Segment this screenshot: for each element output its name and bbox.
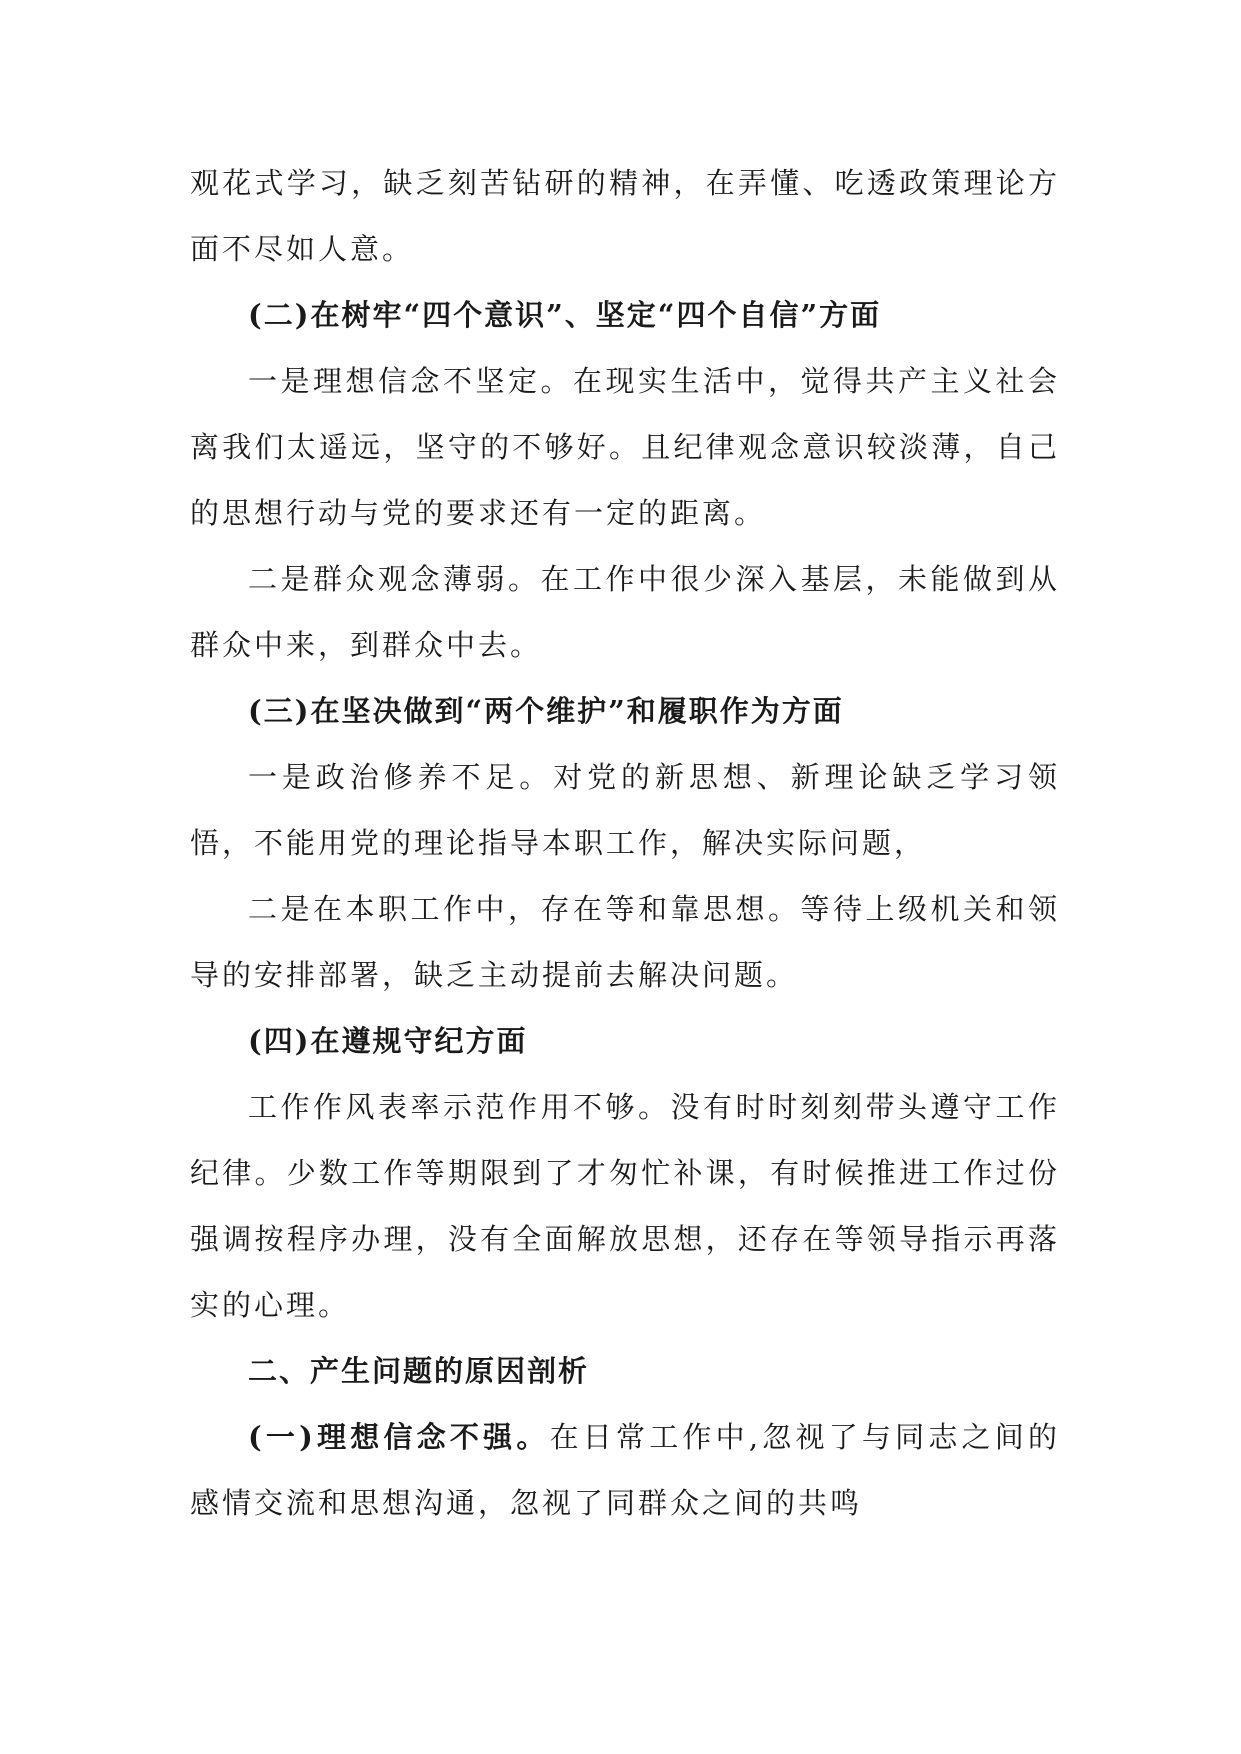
paragraph-continuation: 观花式学习，缺乏刻苦钻研的精神，在弄懂、吃透政策理论方面不尽如人意。: [190, 166, 1060, 266]
chapter-heading-causes: 二、产生问题的原因剖析: [248, 1354, 590, 1388]
paragraph-political-cultivation: 一是政治修养不足。对党的新思想、新理论缺乏学习领悟，不能用党的理论指导本职工作，解决实际问题，: [190, 760, 1060, 860]
paragraph-work-style: 工作作风表率示范作用不够。没有时时刻刻带头遵守工作纪律。少数工作等期限到了才匆忙补课，有时候推进工作过份强调按程序办理，没有全面解放思想，还存在等领导指示再落实的心理。: [190, 1090, 1060, 1322]
cause-1-lead: (一)理想信念不强。: [248, 1420, 550, 1454]
section-heading-3: (三)在坚决做到“两个维护”和履职作为方面: [248, 694, 844, 728]
paragraph-ideals: 一是理想信念不坚定。在现实生活中，觉得共产主义社会离我们太遥远，坚守的不够好。且纪律观念意识较淡薄，自己的思想行动与党的要求还有一定的距离。: [190, 364, 1060, 530]
document-body: [190, 150, 1060, 1536]
paragraph-cause-1: [190, 1404, 1060, 1536]
paragraph-mass-view: 二是群众观念薄弱。在工作中很少深入基层，未能做到从群众中来，到群众中去。: [190, 562, 1060, 662]
section-heading-4: (四)在遵规守纪方面: [248, 1024, 528, 1058]
cause-1-body: 在日常工作中,忽视了与同志之间的感情交流和思想沟通，忽视了同群众之间的共鸣: [190, 1420, 1060, 1520]
section-heading-2: (二)在树牢“四个意识”、坚定“四个自信”方面: [248, 298, 882, 332]
paragraph-waiting-mindset: 二是在本职工作中，存在等和靠思想。等待上级机关和领导的安排部署，缺乏主动提前去解决问题。: [190, 892, 1060, 992]
